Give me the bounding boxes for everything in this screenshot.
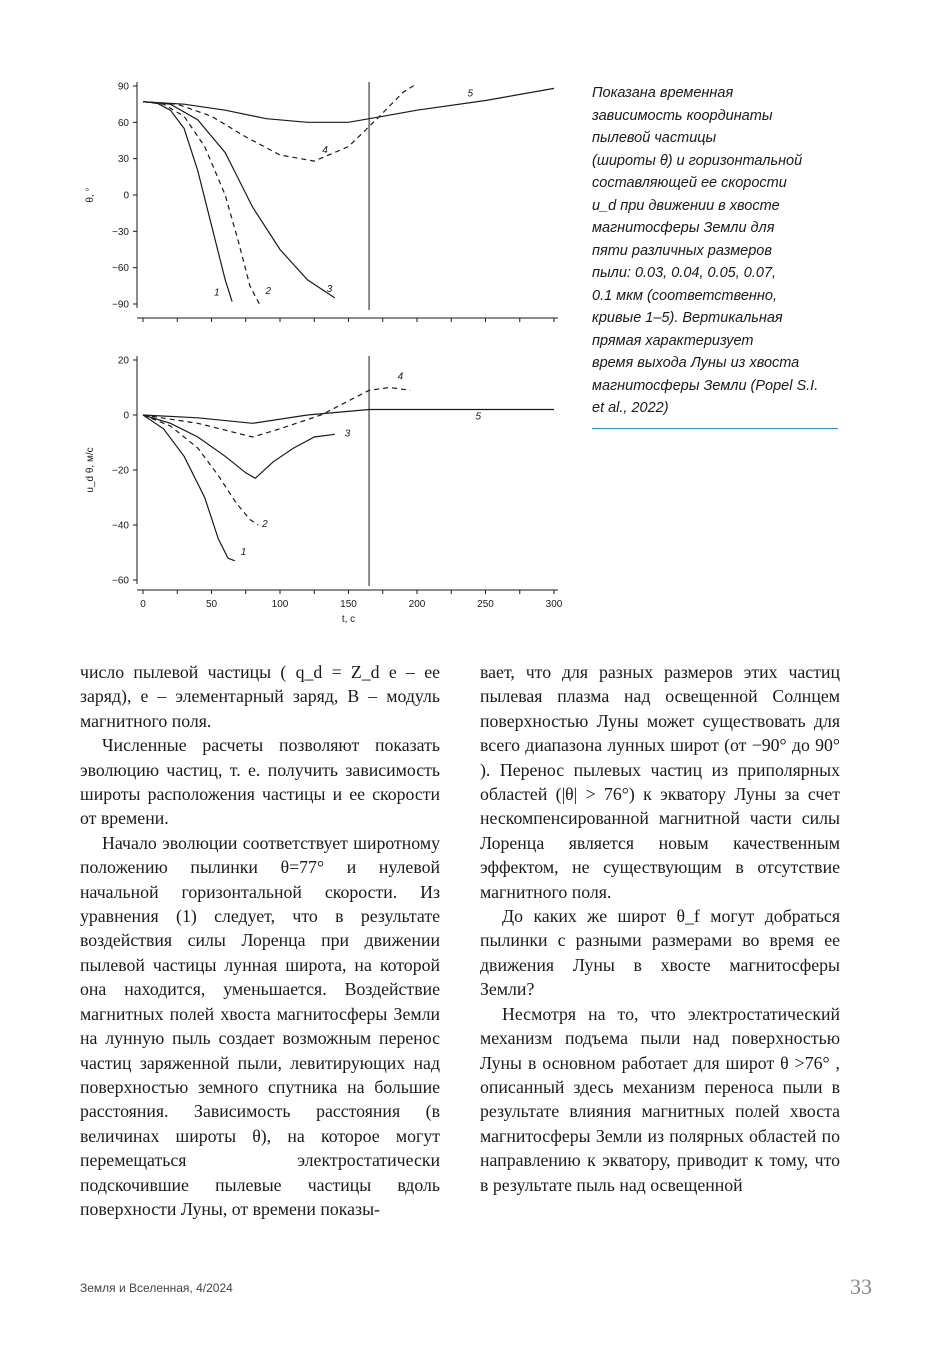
caption-line: кривые 1–5). Вертикальная: [592, 310, 783, 326]
x-tick-label: 50: [205, 599, 218, 610]
text-column-left: [80, 660, 440, 1221]
series-3-label: 3: [326, 283, 333, 295]
series-2-label: 2: [265, 286, 272, 297]
caption-line: зависимость координаты: [592, 107, 773, 124]
y-tick-label: 0: [123, 190, 129, 202]
y-tick-label: 0: [123, 410, 129, 422]
caption-line: u_d при движении в хвосте: [592, 197, 780, 214]
x-axis-label: t, с: [341, 614, 356, 625]
x-tick-label: 250: [477, 599, 494, 610]
series-1-label: 1: [214, 287, 220, 299]
caption-line: пыли: 0.03, 0.04, 0.05, 0.07,: [592, 265, 777, 281]
x-tick-label: 200: [408, 599, 426, 610]
caption-line: пылевой частицы: [592, 130, 717, 146]
series-4-label: 4: [322, 145, 328, 157]
series-4-line: [143, 84, 417, 162]
y-axis-label: θ, °: [85, 187, 96, 203]
caption-line: время выхода Луны из хвоста: [592, 355, 800, 371]
series-1-line: [143, 102, 232, 302]
caption-line: Показана временная: [592, 85, 734, 101]
caption-divider: [592, 428, 838, 429]
series-3-line: [143, 415, 335, 478]
figure: [60, 70, 580, 640]
x-tick-label: 100: [271, 599, 289, 610]
velocity-chart: [85, 356, 563, 626]
y-tick-label: 30: [117, 154, 129, 166]
series-2-label: 2: [262, 519, 268, 530]
series-4-label: 4: [397, 371, 404, 383]
series-2-line: [143, 102, 259, 304]
y-tick-label: −40: [112, 520, 129, 532]
figure-caption: [592, 82, 838, 420]
y-tick-label: −20: [112, 465, 129, 477]
series-5-line: [143, 410, 554, 424]
series-1-line: [143, 415, 235, 561]
paragraph: Численные расчеты позволяют показать эволюцию частиц, т. е. получить зависимость широты расположения частицы и ее скорости от времени.: [80, 735, 440, 829]
x-tick-label: 0: [140, 599, 146, 610]
paragraph: вает, что для разных размеров этих частиц пылевая плазма над освещенной Солнцем поверхностью Луны может существовать для всего диапазона лунных широт (от −90° до 90° ). Перенос пылевых частиц из приполярных областей (|θ| > 76°) к экватору Луны за счет нескомпенсированной магнитной части силы Лоренца является новым качественным эффектом, не существующим в отсутствие магнитного поля.: [480, 662, 840, 902]
series-5-label: 5: [467, 88, 474, 100]
series-1-label: 1: [240, 546, 247, 558]
paragraph: Несмотря на то, что электростатический механизм подъема пыли над поверхностью Луны в основном работает для широт θ >76° , описанный здесь механизм переноса пыли в результате влияния магнитных полей хвоста магнитосферы Земли из полярных областей по направлению к экватору, приводит к тому, что в результате пыль над освещенной: [480, 1003, 840, 1195]
paragraph: число пылевой частицы ( q_d = Z_d e – ее заряд), e – элементарный заряд, B – модуль магнитного поля.: [80, 662, 440, 731]
latitude-chart: [85, 82, 558, 323]
caption-line: магнитосферы Земли (Popel S.I.: [592, 377, 819, 394]
caption-line: составляющей ее скорости: [592, 175, 787, 191]
y-tick-label: 20: [117, 355, 129, 367]
paragraph: До каких же широт θ_f могут добраться пылинки с разными размерами во время ее движения Луны в хвосте магнитосферы Земли?: [480, 906, 840, 1000]
text-column-right: [480, 660, 840, 1197]
series-3-label: 3: [344, 428, 351, 440]
paragraph: Начало эволюции соответствует широтному положению пылинки θ=77° и нулевой начальной горизонтальной скорости. Из уравнения (1) следует, что в результате воздействия силы Лоренца при движении пылевой частицы лунная широта, на которой она находится, уменьшается. Воздействие магнитных полей хвоста магнитосферы Земли на лунную пыль создает возможным перенос частиц заряженной пыли, левитирующих над поверхностью земного спутника на большие расстояния. Зависимость расстояния (в величинах широты θ), на которое могут перемещаться электростатически подскочившие пылевые частицы вдоль поверхности Луны, от времени показы-: [80, 832, 440, 1219]
caption-line: 0.1 мкм (соответственно,: [592, 287, 777, 304]
caption-line: et al., 2022): [592, 400, 669, 416]
y-tick-label: −60: [112, 263, 129, 275]
y-axis-label: u_d θ, м/с: [85, 447, 96, 493]
y-tick-label: −30: [112, 226, 129, 238]
series-5-label: 5: [475, 411, 482, 423]
y-tick-label: −90: [112, 299, 129, 311]
series-5-line: [143, 88, 554, 122]
journal-name: Земля и Вселенная, 4/2024: [80, 1281, 233, 1295]
caption-line: (широты θ) и горизонтальной: [592, 152, 803, 169]
caption-line: пяти различных размеров: [592, 242, 772, 259]
x-tick-label: 300: [545, 599, 563, 610]
series-3-line: [143, 102, 335, 298]
caption-line: прямая характеризует: [592, 332, 754, 349]
series-2-line: [143, 415, 258, 525]
x-tick-label: 150: [340, 599, 357, 610]
y-tick-label: 90: [117, 81, 129, 93]
y-tick-label: 60: [117, 117, 129, 129]
page-number: 33: [850, 1274, 872, 1299]
y-tick-label: −60: [112, 575, 129, 587]
caption-line: магнитосферы Земли для: [592, 220, 775, 236]
